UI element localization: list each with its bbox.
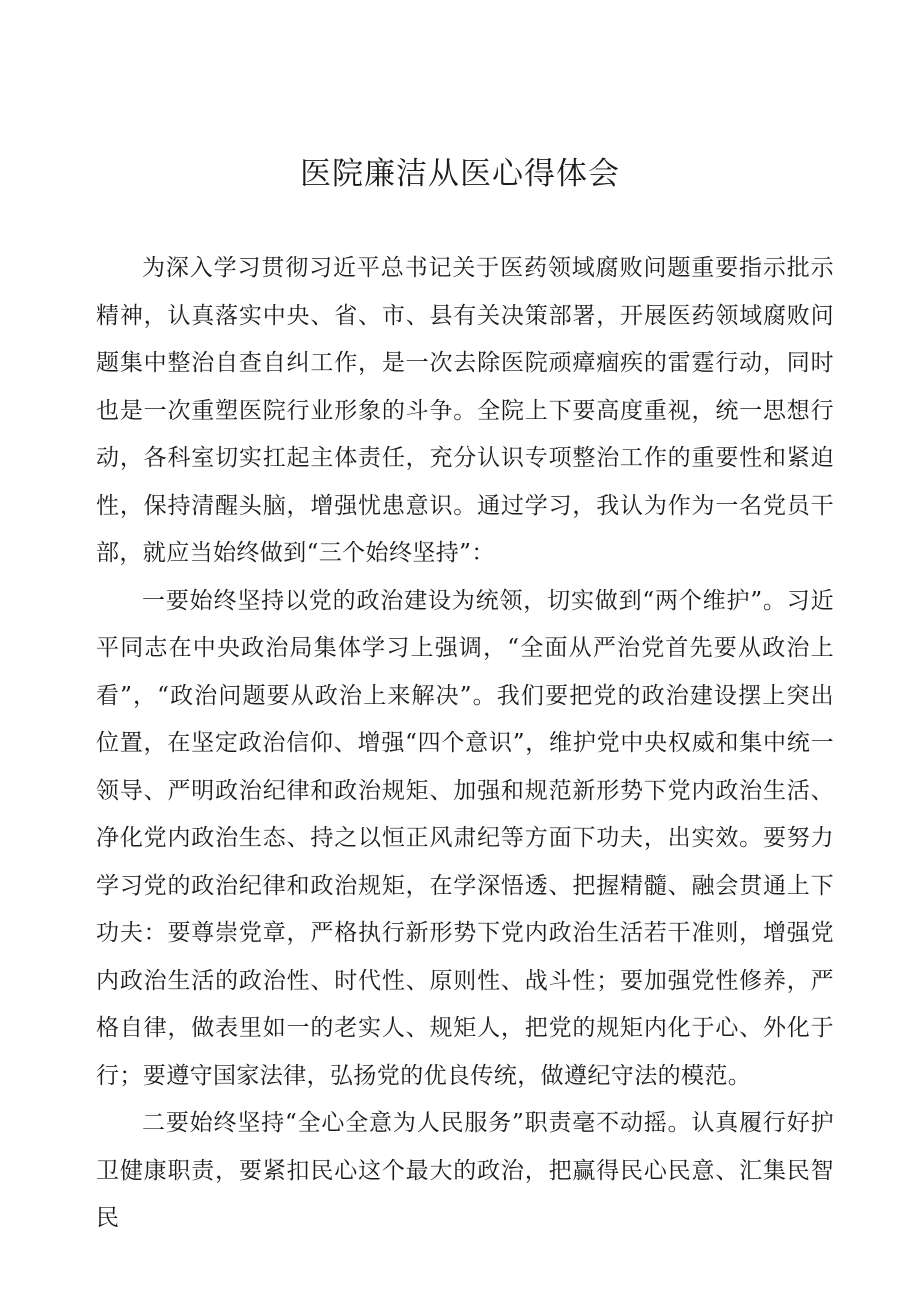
document-body — [96, 245, 834, 1243]
paragraph-point-one: 一要始终坚持以党的政治建设为统领，切实做到“两个维护”。习近平同志在中央政治局集体学习上强调，“全面从严治党首先要从政治上看”，“政治问题要从政治上来解决”。我们要把党的政治建设摆上突出位置，在坚定政治信仰、增强“四个意识”，维护党中央权威和集中统一领导、严明政治纪律和政治规矩、加强和规范新形势下党内政治生活、净化党内政治生态、持之以恒正风肃纪等方面下功夫，出实效。要努力学习党的政治纪律和政治规矩，在学深悟透、把握精髓、融会贯通上下功夫：要尊崇党章，严格执行新形势下党内政治生活若干准则，增强党内政治生活的政治性、时代性、原则性、战斗性；要加强党性修养，严格自律，做表里如一的老实人、规矩人，把党的规矩内化于心、外化于行；要遵守国家法律，弘扬党的优良传统，做遵纪守法的模范。 — [96, 587, 834, 1089]
document-title: 医院廉洁从医心得体会 — [300, 156, 620, 192]
paragraph-intro: 为深入学习贯彻习近平总书记关于医药领域腐败问题重要指示批示精神，认真落实中央、省、市、县有关决策部署，开展医药领域腐败问题集中整治自查自纠工作，是一次去除医院顽瘴痼疾的雷霆行动，同时也是一次重塑医院行业形象的斗争。全院上下要高度重视，统一思想行动，各科室切实扛起主体责任，充分认识专项整治工作的重要性和紧迫性，保持清醒头脑，增强忧患意识。通过学习，我认为作为一名党员干部，就应当始终做到“三个始终坚持”： — [96, 255, 834, 566]
paragraph-point-two: 二要始终坚持“全心全意为人民服务”职责毫不动摇。认真履行好护卫健康职责，要紧扣民心这个最大的政治，把赢得民心民意、汇集民智民 — [96, 1110, 834, 1231]
